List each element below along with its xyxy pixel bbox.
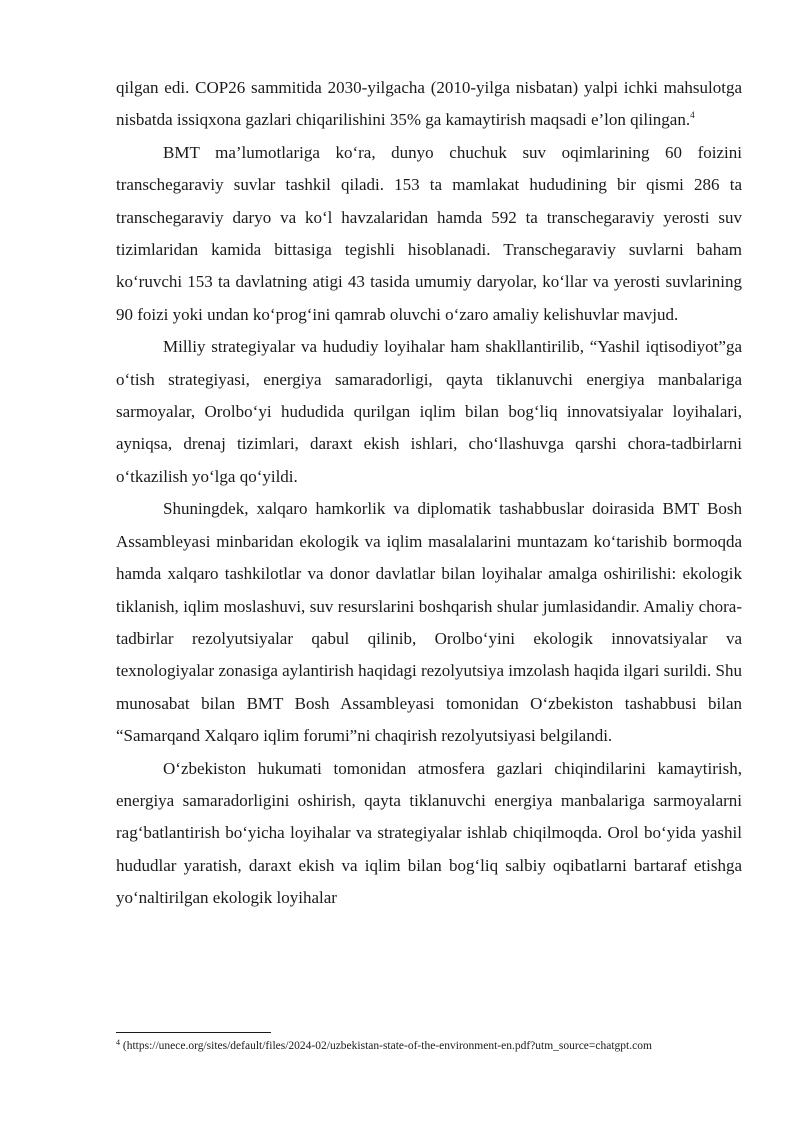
paragraph-international-cooperation: Shuningdek, xalqaro hamkorlik va diplomatik tashabbuslar doirasida BMT Bosh Assambleyasi minbaridan ekologik va iqlim masalalarini muntazam ko‘tarishib bormoqda hamda xalqaro tashkilotlar va donor davlatlar bilan loyihalar amalga oshirilishi: ekologik tiklanish, iqlim moslashuvi, suv resurslarini boshqarish shular jumlasidandir. Amaliy chora-tadbirlar rezolyutsiyalar qabul qilinib, Orolbo‘yini ekologik innovatsiyalar va texnologiyalar zonasiga aylantirish haqidagi rezolyutsiya imzolash haqida ilgari surildi. Shu munosabat bilan BMT Bosh Assambleyasi tomonidan O‘zbekiston tashabbusi bilan “Samarqand Xalqaro iqlim forumi”ni chaqirish rezolyutsiyasi belgilandi. <box>116 499 743 746</box>
footnote-reference[interactable]: 4 <box>690 110 695 121</box>
footnote <box>116 1039 756 1053</box>
footnote-number: 4 <box>116 1038 120 1047</box>
document-body <box>116 72 742 915</box>
paragraph-continuation <box>116 72 742 137</box>
paragraph-government-projects: O‘zbekiston hukumati tomonidan atmosfera gazlari chiqindilarini kamaytirish, energiya samaradorligini oshirish, qayta tiklanuvchi energiya manbalariga sarmoyalarni rag‘batlantirish bo‘yicha loyihalar va strategiyalar ishlab chiqilmoqda. Orol bo‘yida yashil hududlar yaratish, daraxt ekish va iqlim bilan bog‘liq salbiy oqibatlarni bartaraf etishga yo‘naltirilgan ekologik loyihalar <box>116 758 742 908</box>
paragraph-text: qilgan edi. COP26 sammitida 2030-yilgacha (2010-yilga nisbatan) yalpi ichki mahsulotga nisbatda issiqxona gazlari chiqarilishini 35% ga kamaytirish maqsadi e’lon qilingan. <box>116 78 742 130</box>
footnote-link[interactable]: (https://unece.org/sites/default/files/2024-02/uzbekistan-state-of-the-environment-en.pdf?utm_source=chatgpt.com <box>120 1040 652 1052</box>
paragraph-bmt-data: BMT ma’lumotlariga ko‘ra, dunyo chuchuk suv oqimlarining 60 foizini transchegaraviy suvlar tashkil qiladi. 153 ta mamlakat hududining bir qismi 286 ta transchegaraviy daryo va ko‘l havzalaridan hamda 592 ta transchegaraviy yerosti suv tizimlaridan kamida bittasiga tegishli hisoblanadi. Transchegaraviy suvlarni baham ko‘ruvchi 153 ta davlatning atigi 43 tasida umumiy daryolar, ko‘llar va yerosti suvlarining 90 foizi yoki undan ko‘prog‘ini qamrab oluvchi o‘zaro amaliy kelishuvlar mavjud. <box>116 142 742 324</box>
footnote-separator <box>116 1032 271 1033</box>
paragraph-national-strategies: Milliy strategiyalar va hududiy loyihalar ham shakllantirilib, “Yashil iqtisodiyot”ga o‘tish strategiyasi, energiya samaradorligi, qayta tiklanuvchi energiya manbalariga sarmoyalar, Orolbo‘yi hududida qurilgan iqlim bilan bog‘liq innovatsiyalar loyihalari, ayniqsa, drenaj tizimlari, daraxt ekish ishlari, cho‘llashuvga qarshi chora-tadbirlarni o‘tkazilish yo‘lga qo‘yildi. <box>116 337 742 486</box>
